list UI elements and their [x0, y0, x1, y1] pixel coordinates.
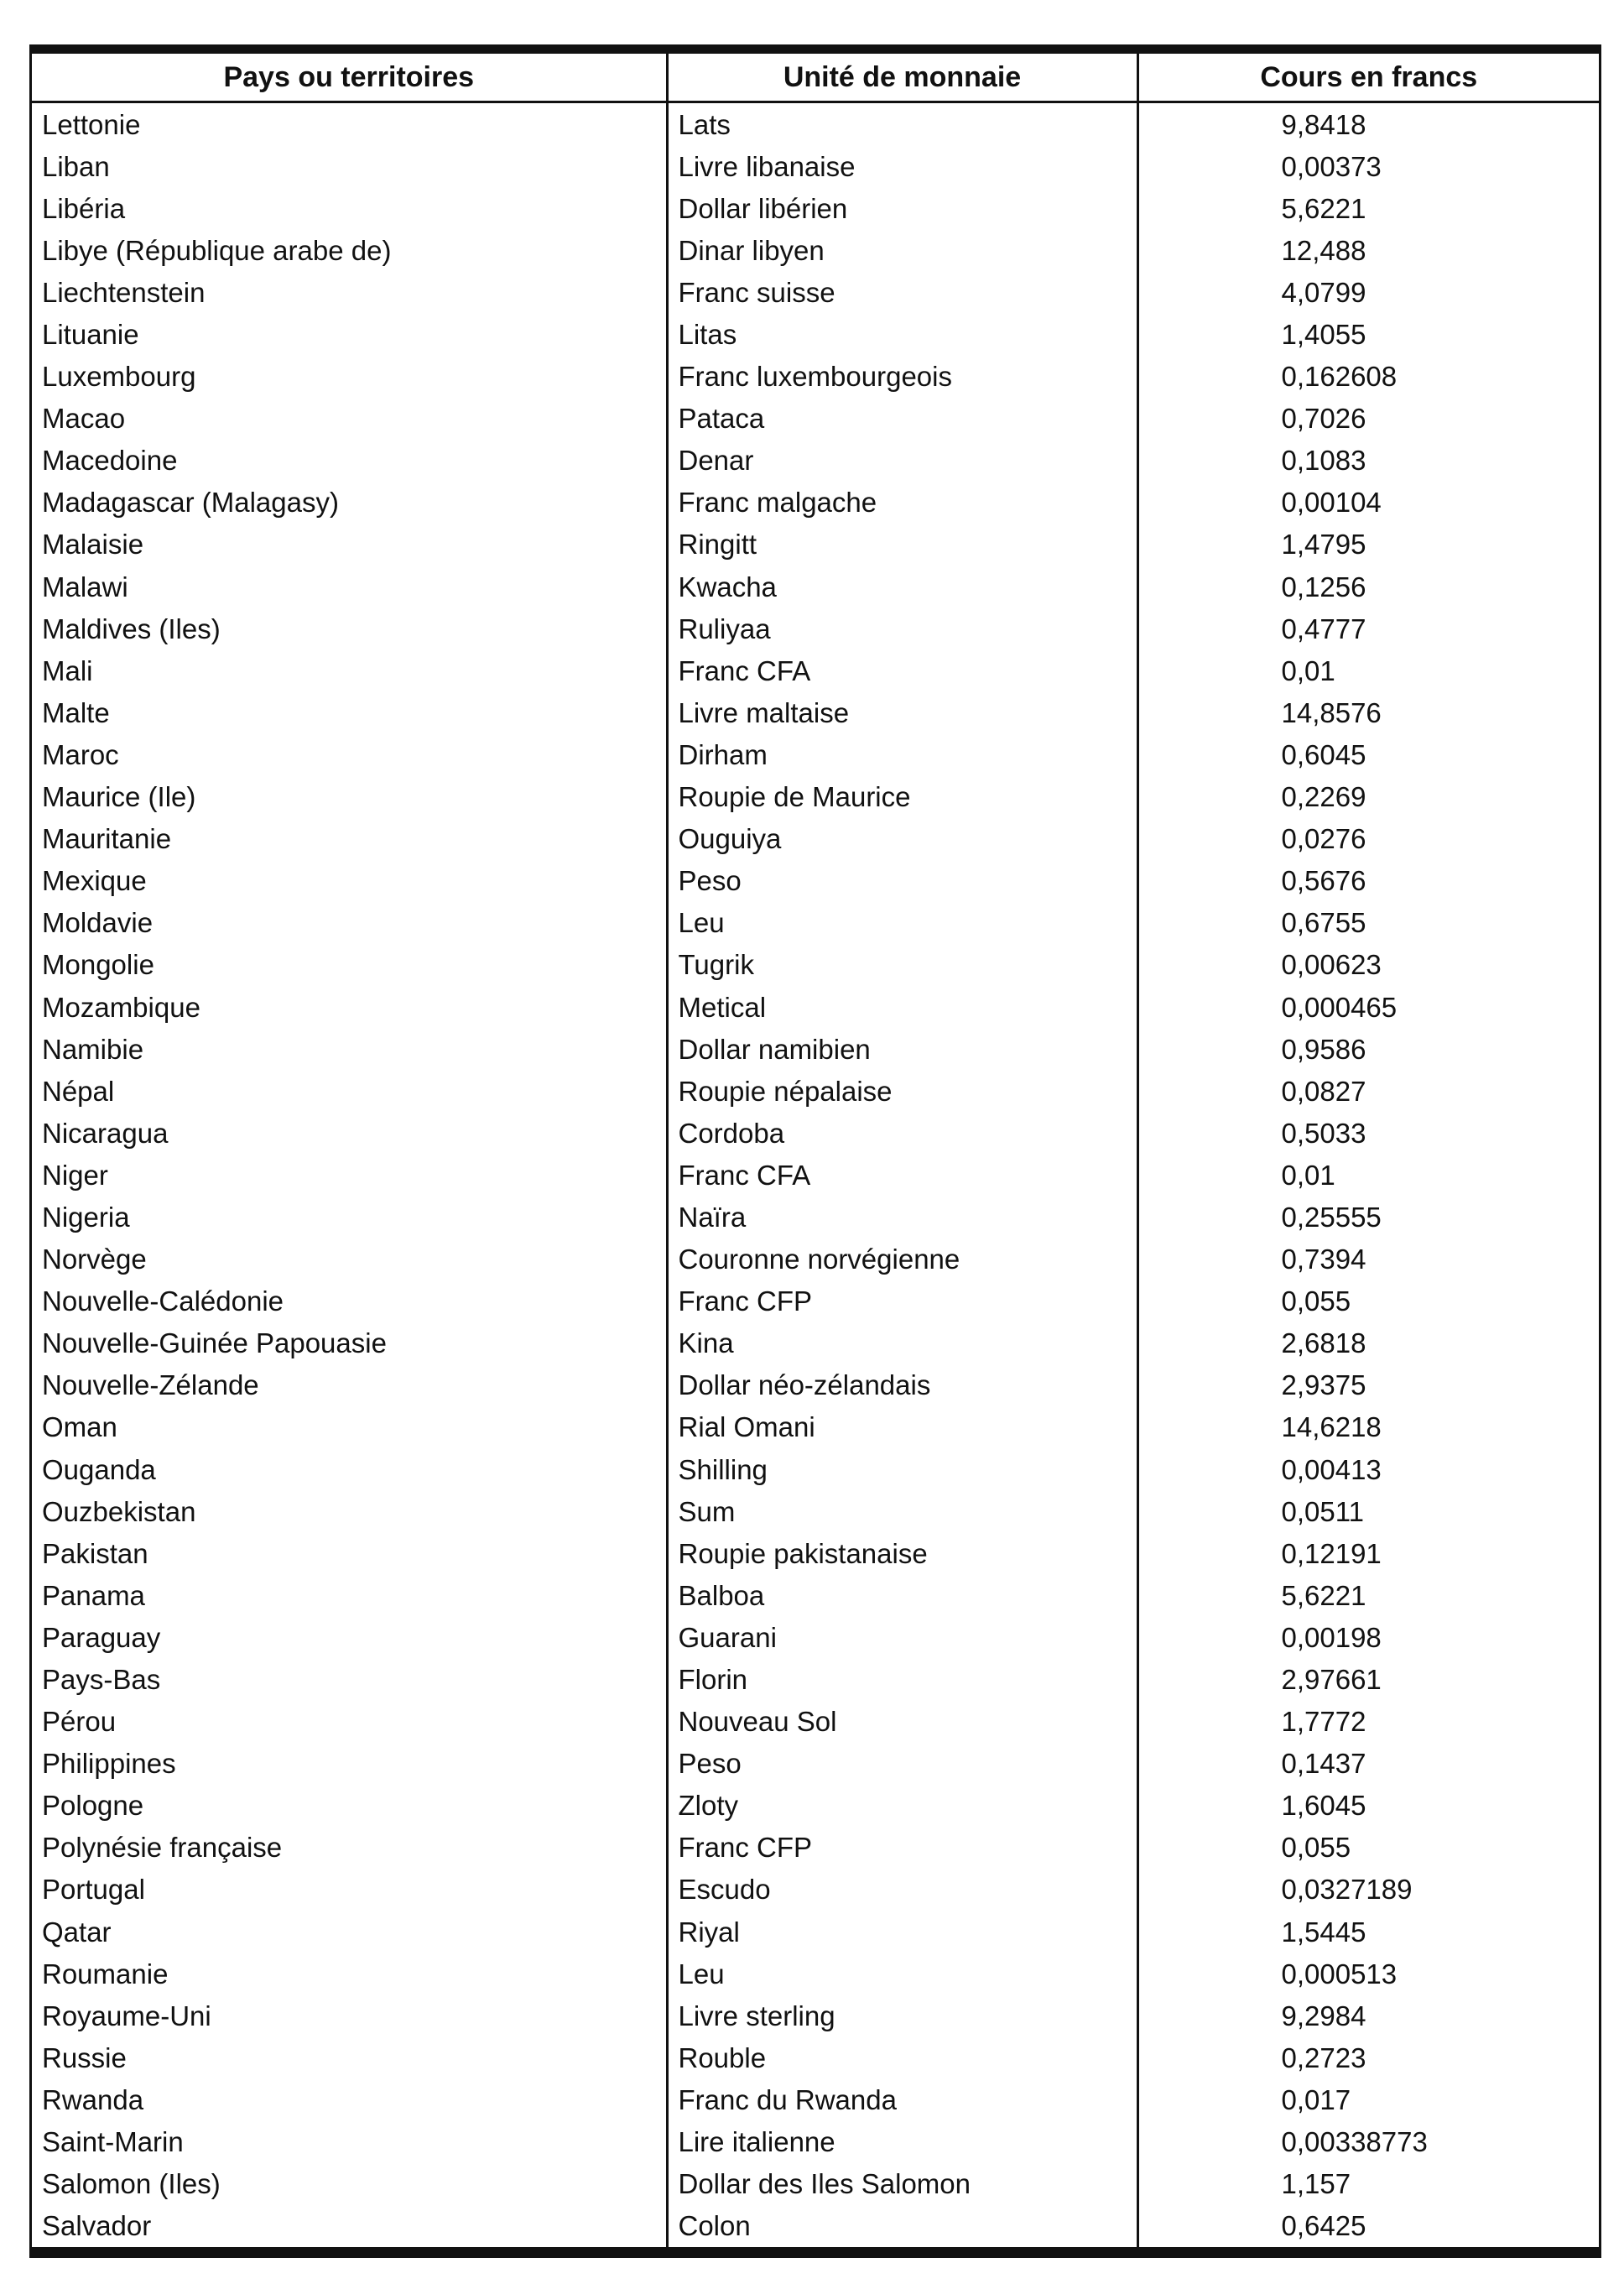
currency-cell: Colon: [667, 2205, 1137, 2247]
currency-cell: Livre maltaise: [667, 691, 1137, 733]
country-cell: Malte: [32, 691, 667, 733]
rate-cell: 4,0799: [1281, 276, 1366, 308]
table-row: [32, 1701, 1599, 1743]
table-row: [32, 482, 1599, 524]
rate-cell: 9,8418: [1281, 108, 1366, 140]
currency-cell: Leu: [667, 902, 1137, 944]
country-cell: Mongolie: [32, 944, 667, 986]
rate-cell: 1,157: [1281, 2168, 1351, 2200]
currency-cell: Franc malgache: [667, 482, 1137, 524]
country-cell: Lituanie: [32, 313, 667, 355]
table-row: [32, 145, 1599, 187]
currency-cell: Rouble: [667, 2036, 1137, 2078]
table-row: [32, 398, 1599, 440]
table-row: [32, 2205, 1599, 2247]
currency-cell: Kwacha: [667, 566, 1137, 608]
rate-cell: 2,6818: [1281, 1327, 1366, 1359]
currency-cell: Tugrik: [667, 944, 1137, 986]
rate-cell: 0,01: [1281, 1159, 1335, 1191]
rate-cell: 2,97661: [1281, 1664, 1382, 1696]
rate-cell: 0,9586: [1281, 1033, 1366, 1065]
country-cell: Moldavie: [32, 902, 667, 944]
country-cell: Luxembourg: [32, 356, 667, 398]
currency-cell: Florin: [667, 1658, 1137, 1700]
table-header-row: [32, 54, 1599, 102]
rate-cell: 0,0827: [1281, 1075, 1366, 1107]
country-cell: Mauritanie: [32, 818, 667, 860]
currency-cell: Roupie pakistanaise: [667, 1532, 1137, 1574]
currency-cell: Kina: [667, 1322, 1137, 1364]
rate-cell: 14,8576: [1281, 696, 1382, 728]
currency-cell: Metical: [667, 986, 1137, 1028]
rate-cell: 9,2984: [1281, 2000, 1366, 2031]
rate-cell: 14,6218: [1281, 1411, 1382, 1443]
country-cell: Népal: [32, 1070, 667, 1112]
rate-cell: 0,0276: [1281, 823, 1366, 855]
rate-cell: 0,6755: [1281, 907, 1366, 939]
rate-cell: 0,5033: [1281, 1117, 1366, 1149]
currency-cell: Naïra: [667, 1196, 1137, 1238]
currency-cell: Franc CFP: [667, 1827, 1137, 1869]
country-cell: Ouganda: [32, 1448, 667, 1490]
currency-cell: Dollar libérien: [667, 187, 1137, 229]
rate-cell: 0,12191: [1281, 1537, 1382, 1569]
table-row: [32, 1322, 1599, 1364]
currency-cell: Ruliyaa: [667, 608, 1137, 649]
country-cell: Libye (République arabe de): [32, 229, 667, 271]
rate-cell: 0,7026: [1281, 403, 1366, 435]
table-row: [32, 1028, 1599, 1070]
country-cell: Russie: [32, 2036, 667, 2078]
table-row: [32, 271, 1599, 313]
currency-cell: Pataca: [667, 398, 1137, 440]
rate-cell: 0,00373: [1281, 150, 1382, 182]
rate-cell: 0,1256: [1281, 571, 1366, 602]
table-row: [32, 1658, 1599, 1700]
country-cell: Namibie: [32, 1028, 667, 1070]
table-row: [32, 1574, 1599, 1616]
currency-cell: Zloty: [667, 1785, 1137, 1827]
currency-cell: Escudo: [667, 1869, 1137, 1911]
table-row: [32, 2036, 1599, 2078]
table-row: [32, 356, 1599, 398]
table-row: [32, 1743, 1599, 1785]
currency-cell: Ringitt: [667, 524, 1137, 566]
rate-cell: 0,2269: [1281, 781, 1366, 813]
table-row: [32, 1154, 1599, 1196]
table-row: [32, 1911, 1599, 1953]
column-header-country: Pays ou territoires: [32, 54, 667, 102]
table-row: [32, 2121, 1599, 2163]
table-row: [32, 1827, 1599, 1869]
table-body: [32, 102, 1599, 2247]
rate-cell: 0,000513: [1281, 1958, 1398, 1989]
currency-rates-table: [32, 54, 1599, 2247]
currency-cell: Couronne norvégienne: [667, 1238, 1137, 1280]
currency-cell: Franc suisse: [667, 271, 1137, 313]
country-cell: Mexique: [32, 860, 667, 902]
currency-cell: Franc CFA: [667, 1154, 1137, 1196]
country-cell: Pakistan: [32, 1532, 667, 1574]
table-row: [32, 1953, 1599, 1995]
country-cell: Panama: [32, 1574, 667, 1616]
currency-cell: Franc luxembourgeois: [667, 356, 1137, 398]
currency-table-frame: [29, 44, 1601, 2258]
rate-cell: 0,055: [1281, 1832, 1351, 1864]
currency-cell: Ouguiya: [667, 818, 1137, 860]
country-cell: Nouvelle-Guinée Papouasie: [32, 1322, 667, 1364]
country-cell: Mali: [32, 649, 667, 691]
country-cell: Royaume-Uni: [32, 1995, 667, 2036]
rate-cell: 0,00413: [1281, 1453, 1382, 1485]
currency-cell: Sum: [667, 1490, 1137, 1532]
rate-cell: 0,00104: [1281, 487, 1382, 519]
column-header-rate: Cours en francs: [1137, 54, 1599, 102]
country-cell: Malawi: [32, 566, 667, 608]
currency-cell: Nouveau Sol: [667, 1701, 1137, 1743]
country-cell: Nicaragua: [32, 1112, 667, 1154]
country-cell: Saint-Marin: [32, 2121, 667, 2163]
table-row: [32, 776, 1599, 818]
country-cell: Ouzbekistan: [32, 1490, 667, 1532]
currency-cell: Balboa: [667, 1574, 1137, 1616]
table-row: [32, 1448, 1599, 1490]
table-row: [32, 1196, 1599, 1238]
country-cell: Madagascar (Malagasy): [32, 482, 667, 524]
rate-cell: 0,1437: [1281, 1748, 1366, 1780]
currency-cell: Peso: [667, 860, 1137, 902]
country-cell: Malaisie: [32, 524, 667, 566]
table-row: [32, 1532, 1599, 1574]
table-row: [32, 566, 1599, 608]
table-row: [32, 649, 1599, 691]
currency-cell: Franc CFA: [667, 649, 1137, 691]
table-row: [32, 1070, 1599, 1112]
rate-cell: 0,0327189: [1281, 1874, 1413, 1906]
country-cell: Maroc: [32, 733, 667, 775]
rate-cell: 0,5676: [1281, 865, 1366, 897]
table-row: [32, 1616, 1599, 1658]
country-cell: Pays-Bas: [32, 1658, 667, 1700]
table-row: [32, 229, 1599, 271]
country-cell: Nouvelle-Calédonie: [32, 1280, 667, 1322]
country-cell: Portugal: [32, 1869, 667, 1911]
table-row: [32, 524, 1599, 566]
country-cell: Roumanie: [32, 1953, 667, 1995]
country-cell: Libéria: [32, 187, 667, 229]
table-row: [32, 1238, 1599, 1280]
country-cell: Liechtenstein: [32, 271, 667, 313]
table-row: [32, 2078, 1599, 2120]
table-row: [32, 691, 1599, 733]
currency-cell: Shilling: [667, 1448, 1137, 1490]
country-cell: Paraguay: [32, 1616, 667, 1658]
table-row: [32, 1364, 1599, 1406]
currency-cell: Dollar néo-zélandais: [667, 1364, 1137, 1406]
rate-cell: 0,000465: [1281, 991, 1398, 1023]
table-row: [32, 860, 1599, 902]
country-cell: Lettonie: [32, 102, 667, 146]
table-row: [32, 102, 1599, 146]
table-row: [32, 902, 1599, 944]
currency-cell: Roupie de Maurice: [667, 776, 1137, 818]
table-row: [32, 1869, 1599, 1911]
currency-cell: Litas: [667, 313, 1137, 355]
rate-cell: 0,25555: [1281, 1201, 1382, 1233]
currency-cell: Dollar namibien: [667, 1028, 1137, 1070]
table-row: [32, 2163, 1599, 2205]
country-cell: Maldives (Iles): [32, 608, 667, 649]
rate-cell: 2,9375: [1281, 1369, 1366, 1401]
rate-cell: 1,4795: [1281, 529, 1366, 561]
table-row: [32, 1995, 1599, 2036]
country-cell: Philippines: [32, 1743, 667, 1785]
rate-cell: 0,6425: [1281, 2210, 1366, 2242]
rate-cell: 0,01: [1281, 654, 1335, 686]
currency-cell: Riyal: [667, 1911, 1137, 1953]
table-row: [32, 1406, 1599, 1448]
country-cell: Nigeria: [32, 1196, 667, 1238]
currency-cell: Denar: [667, 440, 1137, 482]
column-header-currency: Unité de monnaie: [667, 54, 1137, 102]
rate-cell: 5,6221: [1281, 192, 1366, 224]
country-cell: Polynésie française: [32, 1827, 667, 1869]
table-row: [32, 313, 1599, 355]
country-cell: Norvège: [32, 1238, 667, 1280]
rate-cell: 0,7394: [1281, 1244, 1366, 1275]
rate-cell: 5,6221: [1281, 1579, 1366, 1611]
table-row: [32, 1785, 1599, 1827]
table-row: [32, 440, 1599, 482]
country-cell: Liban: [32, 145, 667, 187]
country-cell: Nouvelle-Zélande: [32, 1364, 667, 1406]
table-row: [32, 986, 1599, 1028]
rate-cell: 1,4055: [1281, 319, 1366, 351]
rate-cell: 0,055: [1281, 1285, 1351, 1317]
rate-cell: 0,6045: [1281, 738, 1366, 770]
rate-cell: 0,162608: [1281, 361, 1398, 393]
currency-cell: Dollar des Iles Salomon: [667, 2163, 1137, 2205]
country-cell: Macedoine: [32, 440, 667, 482]
table-row: [32, 608, 1599, 649]
country-cell: Maurice (Ile): [32, 776, 667, 818]
currency-cell: Franc CFP: [667, 1280, 1137, 1322]
currency-cell: Lats: [667, 102, 1137, 146]
table-row: [32, 1112, 1599, 1154]
country-cell: Mozambique: [32, 986, 667, 1028]
table-row: [32, 733, 1599, 775]
country-cell: Salomon (Iles): [32, 2163, 667, 2205]
rate-cell: 0,2723: [1281, 2042, 1366, 2073]
table-row: [32, 187, 1599, 229]
currency-cell: Livre sterling: [667, 1995, 1137, 2036]
currency-cell: Cordoba: [667, 1112, 1137, 1154]
rate-cell: 1,7772: [1281, 1706, 1366, 1738]
table-row: [32, 818, 1599, 860]
table-row: [32, 1280, 1599, 1322]
rate-cell: 0,0511: [1281, 1495, 1364, 1527]
currency-cell: Lire italienne: [667, 2121, 1137, 2163]
rate-cell: 0,4777: [1281, 613, 1366, 644]
currency-cell: Roupie népalaise: [667, 1070, 1137, 1112]
rate-cell: 0,017: [1281, 2083, 1351, 2115]
table-row: [32, 1490, 1599, 1532]
currency-cell: Livre libanaise: [667, 145, 1137, 187]
currency-cell: Peso: [667, 1743, 1137, 1785]
currency-cell: Rial Omani: [667, 1406, 1137, 1448]
country-cell: Qatar: [32, 1911, 667, 1953]
currency-cell: Dinar libyen: [667, 229, 1137, 271]
rate-cell: 12,488: [1281, 234, 1366, 266]
currency-cell: Franc du Rwanda: [667, 2078, 1137, 2120]
table-row: [32, 944, 1599, 986]
country-cell: Pologne: [32, 1785, 667, 1827]
currency-cell: Leu: [667, 1953, 1137, 1995]
currency-cell: Dirham: [667, 733, 1137, 775]
country-cell: Oman: [32, 1406, 667, 1448]
rate-cell: 1,5445: [1281, 1916, 1366, 1948]
country-cell: Pérou: [32, 1701, 667, 1743]
country-cell: Niger: [32, 1154, 667, 1196]
rate-cell: 0,00198: [1281, 1621, 1382, 1653]
country-cell: Rwanda: [32, 2078, 667, 2120]
currency-cell: Guarani: [667, 1616, 1137, 1658]
country-cell: Salvador: [32, 2205, 667, 2247]
rate-cell: 1,6045: [1281, 1790, 1366, 1822]
rate-cell: 0,00623: [1281, 949, 1382, 981]
rate-cell: 0,1083: [1281, 445, 1366, 477]
country-cell: Macao: [32, 398, 667, 440]
rate-cell: 0,00338773: [1281, 2126, 1428, 2158]
